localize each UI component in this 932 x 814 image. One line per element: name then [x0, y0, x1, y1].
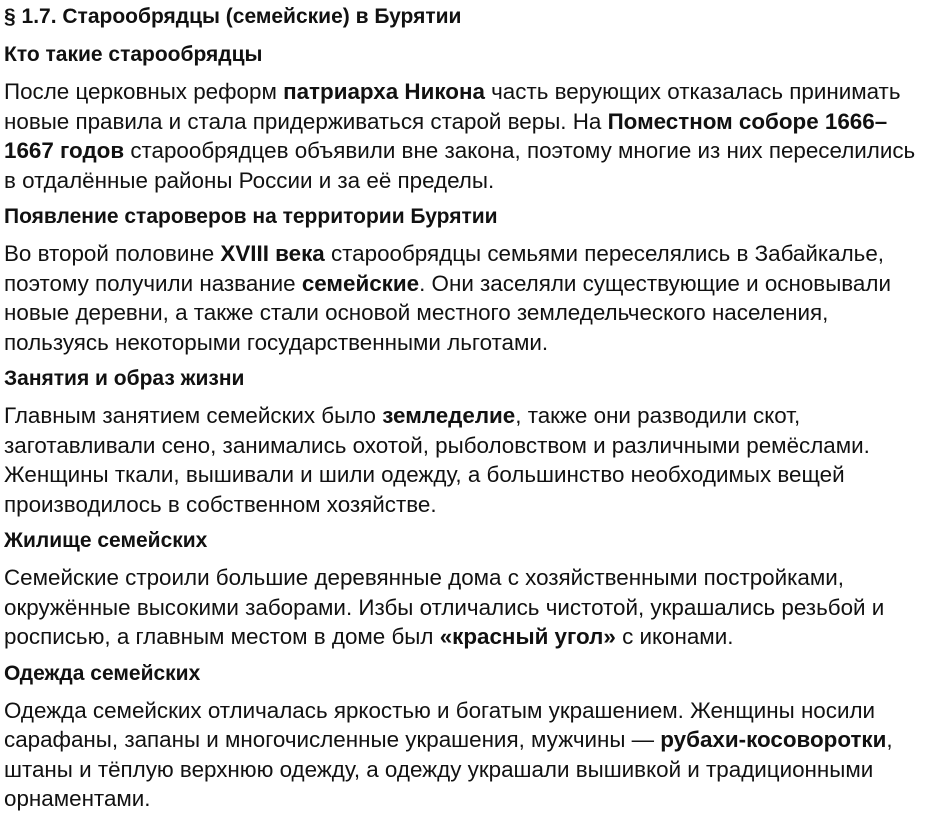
text-run: с иконами.: [615, 624, 734, 649]
text-run: старообрядцев объявили вне закона, поэтому многие из них переселились в отдалённые районы России и за её пределы.: [4, 138, 916, 193]
section-arrival-in-buryatia: [4, 204, 926, 357]
text-run: Одежда семейских отличалась яркостью и богатым украшением. Женщины носили сарафаны, запаны и многочисленные украшения, мужчины —: [4, 697, 876, 752]
text-run: Во второй половине: [4, 241, 221, 266]
document-title: § 1.7. Старообрядцы (семейские) в Бурятии: [4, 5, 462, 28]
bold-term: рубахи-косоворотки: [660, 727, 887, 752]
section-paragraph: [4, 77, 926, 195]
text-run: старообрядцы семьями переселялись в Забайкалье, поэтому получили название: [4, 241, 885, 296]
section-heading: Жилище семейских: [4, 529, 208, 552]
section-paragraph: [4, 239, 926, 357]
section-clothing: [4, 661, 926, 814]
section-occupations: [4, 366, 926, 519]
section-heading: Кто такие старообрядцы: [4, 43, 263, 66]
section-heading: Появление староверов на территории Бурятии: [4, 205, 498, 228]
section-heading: Одежда семейских: [4, 661, 201, 685]
text-run: часть верующих отказалась принимать новые правила и стала придерживаться старой веры. На: [4, 79, 901, 134]
section-paragraph: [4, 401, 926, 519]
section-who-are-old-believers: [4, 42, 926, 195]
bold-term: Поместном соборе 1666–1667 годов: [4, 108, 888, 163]
bold-term: XVIII века: [220, 241, 325, 266]
section-paragraph: [4, 696, 926, 814]
section-dwelling: [4, 528, 926, 652]
section-paragraph: [4, 563, 926, 652]
bold-term: «красный угол»: [439, 624, 616, 649]
section-heading: Занятия и образ жизни: [4, 367, 245, 390]
bold-term: семейские: [301, 270, 420, 296]
bold-term: земледелие: [382, 403, 516, 428]
text-run: После церковных реформ: [4, 79, 284, 104]
text-run: Главным занятием семейских было: [4, 403, 383, 428]
text-run: . Они заселяли существующие и основывали новые деревни, а также стали основой местного земледельческого населения, пользуясь некоторыми государственными льготами.: [4, 270, 891, 355]
text-run: , штаны и тёплую верхнюю одежду, а одежду украшали вышивкой и традиционными орнаментами.: [4, 727, 893, 811]
bold-term: патриарха Никона: [283, 79, 485, 104]
text-run: , также они разводили скот, заготавливали сено, занимались охотой, рыболовством и различными ремёслами. Женщины ткали, вышивали и шили одежду, а большинство необходимых вещей производилось в собственном хозяйстве.: [4, 403, 870, 517]
text-run: Семейские строили большие деревянные дома с хозяйственными постройками, окружённые высокими заборами. Избы отличались чистотой, украшались резьбой и росписью, а главным местом в доме был: [4, 565, 885, 649]
